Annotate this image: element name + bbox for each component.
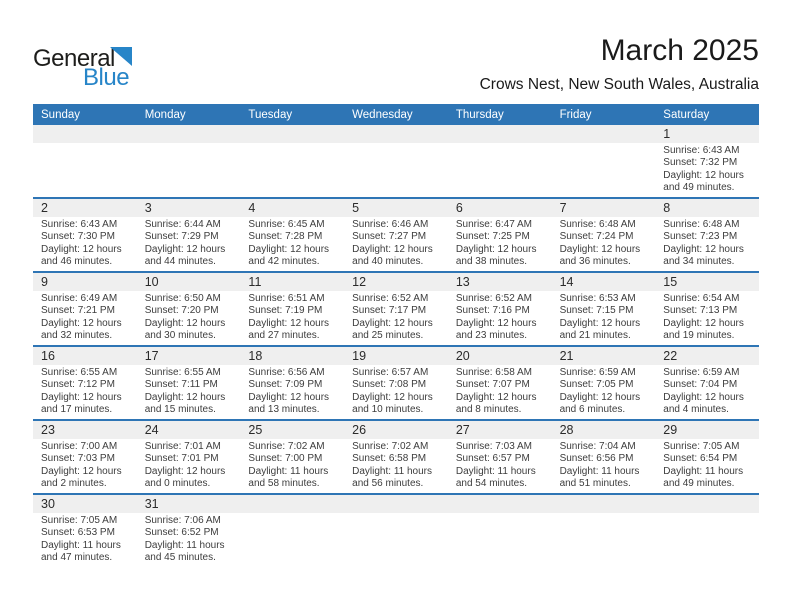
day-number-band: 19 (344, 347, 448, 365)
daylight-text: Daylight: 12 hours and 8 minutes. (455, 391, 537, 416)
daylight-text: Daylight: 12 hours and 21 minutes. (559, 317, 641, 342)
week-row (33, 347, 759, 421)
day-cell (137, 347, 241, 419)
sunset-text: Sunset: 6:57 PM (455, 453, 530, 465)
day-number-band: 23 (33, 421, 137, 439)
empty-day-cell (240, 495, 344, 567)
week-row (33, 421, 759, 495)
sunrise-text: Sunrise: 7:06 AM (144, 515, 221, 526)
day-number-band: 25 (240, 421, 344, 439)
day-number-band: 7 (552, 199, 656, 217)
day-cell (344, 421, 448, 493)
day-details (655, 143, 759, 195)
empty-day-cell (33, 125, 137, 197)
daylight-text: Daylight: 11 hours and 51 minutes. (559, 465, 640, 490)
daylight-text: Daylight: 12 hours and 4 minutes. (663, 391, 744, 416)
day-cell (344, 273, 448, 345)
sunrise-text: Sunrise: 7:02 AM (352, 441, 429, 452)
day-details (344, 439, 448, 491)
day-number-band: 24 (137, 421, 241, 439)
daylight-text: Daylight: 12 hours and 49 minutes. (663, 169, 744, 194)
sunset-text: Sunset: 7:32 PM (663, 157, 738, 169)
day-number-band: 6 (448, 199, 552, 217)
daylight-text: Daylight: 12 hours and 36 minutes. (559, 243, 641, 268)
sunset-text: Sunset: 7:04 PM (663, 379, 738, 391)
day-number-band: 4 (240, 199, 344, 217)
sunset-text: Sunset: 7:05 PM (559, 379, 634, 391)
day-number-band: 20 (448, 347, 552, 365)
day-details (655, 439, 759, 491)
day-cell (344, 347, 448, 419)
day-number-band (655, 495, 759, 513)
daylight-text: Daylight: 12 hours and 10 minutes. (352, 391, 433, 416)
day-number-band: 3 (137, 199, 241, 217)
empty-day-cell (137, 125, 241, 197)
sunset-text: Sunset: 7:00 PM (248, 453, 323, 465)
day-details (448, 291, 552, 343)
sunset-text: Sunset: 7:20 PM (144, 305, 219, 317)
sunrise-text: Sunrise: 6:44 AM (144, 219, 221, 230)
day-cell (33, 347, 137, 419)
weekday-sunday: Sunday (41, 108, 81, 121)
sunrise-text: Sunrise: 6:53 AM (559, 293, 636, 304)
sunrise-text: Sunrise: 6:50 AM (144, 293, 221, 304)
day-cell (448, 199, 552, 271)
day-number-band: 22 (655, 347, 759, 365)
day-cell (655, 347, 759, 419)
day-details (344, 291, 448, 343)
day-details (33, 439, 137, 491)
day-details (240, 365, 344, 417)
day-details (137, 217, 241, 269)
sunset-text: Sunset: 6:52 PM (144, 527, 219, 539)
day-details (552, 439, 656, 491)
day-details (240, 291, 344, 343)
sunset-text: Sunset: 7:12 PM (41, 379, 115, 391)
sunrise-text: Sunrise: 6:54 AM (663, 293, 740, 304)
sunset-text: Sunset: 7:29 PM (144, 231, 219, 243)
day-cell (33, 421, 137, 493)
day-number-band: 27 (448, 421, 552, 439)
day-number-band: 12 (344, 273, 448, 291)
sunset-text: Sunset: 7:30 PM (41, 231, 115, 243)
day-details (552, 291, 656, 343)
sunset-text: Sunset: 7:11 PM (144, 379, 218, 391)
day-details (137, 291, 241, 343)
day-details (137, 513, 241, 565)
sunrise-text: Sunrise: 7:00 AM (41, 441, 118, 452)
week-row (33, 273, 759, 347)
sunset-text: Sunset: 7:16 PM (455, 305, 530, 317)
day-details (33, 513, 137, 565)
general-blue-logo (33, 47, 163, 92)
sunset-text: Sunset: 7:27 PM (352, 231, 427, 243)
day-number-band (240, 125, 344, 143)
day-details (655, 217, 759, 269)
day-details (552, 217, 656, 269)
day-cell (33, 495, 137, 567)
weekday-saturday: Saturday (663, 108, 710, 121)
daylight-text: Daylight: 12 hours and 46 minutes. (41, 243, 122, 268)
sunrise-text: Sunrise: 6:52 AM (352, 293, 429, 304)
day-details (137, 365, 241, 417)
sunrise-text: Sunrise: 6:59 AM (663, 367, 740, 378)
day-cell (137, 199, 241, 271)
day-number-band (240, 495, 344, 513)
weekday-friday: Friday (559, 108, 592, 121)
sunset-text: Sunset: 7:08 PM (352, 379, 427, 391)
day-details (137, 439, 241, 491)
day-cell (552, 421, 656, 493)
day-cell (137, 495, 241, 567)
daylight-text: Daylight: 11 hours and 58 minutes. (248, 465, 329, 490)
day-cell (240, 347, 344, 419)
sunrise-text: Sunrise: 6:59 AM (559, 367, 636, 378)
day-details (33, 365, 137, 417)
day-number-band (448, 125, 552, 143)
daylight-text: Daylight: 12 hours and 2 minutes. (41, 465, 122, 490)
sunrise-text: Sunrise: 6:43 AM (41, 219, 118, 230)
weekday-header-row (33, 104, 759, 125)
day-number-band: 29 (655, 421, 759, 439)
empty-day-cell (344, 495, 448, 567)
sunrise-text: Sunrise: 7:04 AM (559, 441, 636, 452)
daylight-text: Daylight: 11 hours and 47 minutes. (41, 539, 121, 564)
day-cell (240, 421, 344, 493)
day-details (33, 291, 137, 343)
sunrise-text: Sunrise: 6:58 AM (455, 367, 532, 378)
empty-day-cell (552, 495, 656, 567)
sunrise-text: Sunrise: 7:05 AM (41, 515, 118, 526)
day-number-band (552, 495, 656, 513)
logo-text-blue: Blue (83, 64, 130, 91)
sunset-text: Sunset: 7:01 PM (144, 453, 219, 465)
sunset-text: Sunset: 7:17 PM (352, 305, 427, 317)
daylight-text: Daylight: 12 hours and 42 minutes. (248, 243, 330, 268)
daylight-text: Daylight: 12 hours and 0 minutes. (144, 465, 226, 490)
daylight-text: Daylight: 12 hours and 19 minutes. (663, 317, 744, 342)
sunset-text: Sunset: 7:25 PM (455, 231, 530, 243)
sunset-text: Sunset: 7:15 PM (559, 305, 634, 317)
empty-day-cell (448, 495, 552, 567)
sunset-text: Sunset: 7:24 PM (559, 231, 634, 243)
sunrise-text: Sunrise: 7:05 AM (663, 441, 740, 452)
daylight-text: Daylight: 11 hours and 45 minutes. (144, 539, 225, 564)
sunrise-text: Sunrise: 6:48 AM (663, 219, 740, 230)
empty-day-cell (344, 125, 448, 197)
day-cell (448, 347, 552, 419)
sunrise-text: Sunrise: 6:55 AM (144, 367, 221, 378)
daylight-text: Daylight: 12 hours and 27 minutes. (248, 317, 330, 342)
weekday-thursday: Thursday (455, 108, 504, 121)
sunrise-text: Sunrise: 7:01 AM (144, 441, 221, 452)
day-cell (655, 199, 759, 271)
day-cell (33, 273, 137, 345)
day-number-band: 1 (655, 125, 759, 143)
sunset-text: Sunset: 7:19 PM (248, 305, 323, 317)
sunset-text: Sunset: 6:56 PM (559, 453, 634, 465)
day-number-band: 2 (33, 199, 137, 217)
sunset-text: Sunset: 6:58 PM (352, 453, 427, 465)
sunset-text: Sunset: 7:07 PM (455, 379, 530, 391)
daylight-text: Daylight: 11 hours and 49 minutes. (663, 465, 744, 490)
daylight-text: Daylight: 12 hours and 23 minutes. (455, 317, 537, 342)
day-number-band (33, 125, 137, 143)
day-details (240, 439, 344, 491)
day-details (655, 291, 759, 343)
sunset-text: Sunset: 7:03 PM (41, 453, 115, 465)
day-cell (552, 199, 656, 271)
sunrise-text: Sunrise: 6:56 AM (248, 367, 325, 378)
day-number-band (344, 495, 448, 513)
day-number-band: 26 (344, 421, 448, 439)
sunrise-text: Sunrise: 6:55 AM (41, 367, 118, 378)
sunrise-text: Sunrise: 7:03 AM (455, 441, 532, 452)
day-number-band: 8 (655, 199, 759, 217)
day-cell (33, 199, 137, 271)
day-details (33, 217, 137, 269)
calendar-weeks (33, 125, 759, 567)
day-details (344, 217, 448, 269)
daylight-text: Daylight: 12 hours and 30 minutes. (144, 317, 226, 342)
day-number-band: 9 (33, 273, 137, 291)
day-number-band: 28 (552, 421, 656, 439)
sunrise-text: Sunrise: 7:02 AM (248, 441, 325, 452)
daylight-text: Daylight: 12 hours and 38 minutes. (455, 243, 537, 268)
sunrise-text: Sunrise: 6:57 AM (352, 367, 429, 378)
page-title: March 2025 (600, 34, 759, 67)
day-number-band: 16 (33, 347, 137, 365)
daylight-text: Daylight: 12 hours and 17 minutes. (41, 391, 122, 416)
empty-day-cell (655, 495, 759, 567)
empty-day-cell (448, 125, 552, 197)
daylight-text: Daylight: 11 hours and 54 minutes. (455, 465, 536, 490)
day-number-band: 13 (448, 273, 552, 291)
sunset-text: Sunset: 6:53 PM (41, 527, 115, 539)
day-cell (552, 273, 656, 345)
day-cell (137, 273, 241, 345)
sunset-text: Sunset: 7:09 PM (248, 379, 323, 391)
daylight-text: Daylight: 12 hours and 40 minutes. (352, 243, 433, 268)
weekday-tuesday: Tuesday (248, 108, 293, 121)
sunrise-text: Sunrise: 6:47 AM (455, 219, 532, 230)
logo-text-general: General (33, 45, 115, 72)
daylight-text: Daylight: 12 hours and 34 minutes. (663, 243, 744, 268)
day-number-band: 14 (552, 273, 656, 291)
day-number-band: 10 (137, 273, 241, 291)
day-cell (240, 199, 344, 271)
sunset-text: Sunset: 7:21 PM (41, 305, 115, 317)
day-cell (137, 421, 241, 493)
sunset-text: Sunset: 7:13 PM (663, 305, 738, 317)
sunset-text: Sunset: 7:23 PM (663, 231, 738, 243)
sunrise-text: Sunrise: 6:45 AM (248, 219, 325, 230)
day-number-band (552, 125, 656, 143)
day-number-band: 18 (240, 347, 344, 365)
daylight-text: Daylight: 12 hours and 13 minutes. (248, 391, 330, 416)
day-number-band: 17 (137, 347, 241, 365)
day-details (344, 365, 448, 417)
weekday-monday: Monday (144, 108, 186, 121)
daylight-text: Daylight: 12 hours and 25 minutes. (352, 317, 433, 342)
daylight-text: Daylight: 12 hours and 44 minutes. (144, 243, 226, 268)
day-number-band (448, 495, 552, 513)
day-cell (655, 273, 759, 345)
day-cell (448, 421, 552, 493)
day-details (240, 217, 344, 269)
day-cell (655, 421, 759, 493)
day-cell (448, 273, 552, 345)
day-number-band: 31 (137, 495, 241, 513)
empty-day-cell (552, 125, 656, 197)
daylight-text: Daylight: 12 hours and 32 minutes. (41, 317, 122, 342)
weekday-wednesday: Wednesday (352, 108, 413, 121)
day-number-band: 30 (33, 495, 137, 513)
week-row (33, 495, 759, 567)
day-details (448, 439, 552, 491)
day-details (655, 365, 759, 417)
day-number-band: 15 (655, 273, 759, 291)
day-cell (240, 273, 344, 345)
week-row (33, 199, 759, 273)
day-number-band: 21 (552, 347, 656, 365)
sunrise-text: Sunrise: 6:49 AM (41, 293, 118, 304)
daylight-text: Daylight: 12 hours and 6 minutes. (559, 391, 641, 416)
calendar-table (33, 104, 759, 567)
sunset-text: Sunset: 7:28 PM (248, 231, 323, 243)
day-number-band (137, 125, 241, 143)
page-subtitle: Crows Nest, New South Wales, Australia (479, 76, 759, 93)
empty-day-cell (240, 125, 344, 197)
sunrise-text: Sunrise: 6:48 AM (559, 219, 636, 230)
day-details (552, 365, 656, 417)
sunrise-text: Sunrise: 6:51 AM (248, 293, 325, 304)
day-cell (655, 125, 759, 197)
day-cell (344, 199, 448, 271)
sunrise-text: Sunrise: 6:46 AM (352, 219, 429, 230)
day-number-band (344, 125, 448, 143)
day-number-band: 11 (240, 273, 344, 291)
day-details (448, 365, 552, 417)
week-row (33, 125, 759, 199)
daylight-text: Daylight: 11 hours and 56 minutes. (352, 465, 432, 490)
day-details (448, 217, 552, 269)
day-cell (552, 347, 656, 419)
sunrise-text: Sunrise: 6:43 AM (663, 145, 740, 156)
daylight-text: Daylight: 12 hours and 15 minutes. (144, 391, 226, 416)
day-number-band: 5 (344, 199, 448, 217)
sunset-text: Sunset: 6:54 PM (663, 453, 738, 465)
sunrise-text: Sunrise: 6:52 AM (455, 293, 532, 304)
